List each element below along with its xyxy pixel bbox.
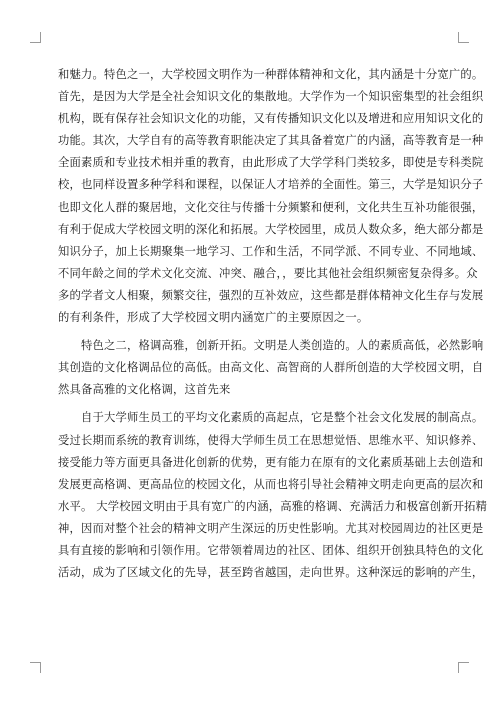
text-line: 发展更高格调、更高品位的校园文化，从而也将引导社会精神文明走向更高的层次和 <box>58 477 484 491</box>
text-line: 功能。其次，大学自有的高等教育职能决定了其具备着宽广的内涵，高等教育是一种 <box>58 134 484 148</box>
crop-mark-top-left <box>30 32 41 43</box>
text-line: 和魅力。特色之一，大学校园文明作为一种群体精神和文化，其内涵是十分宽广的。 <box>58 68 484 81</box>
text-line: 特色之二，格调高雅，创新开拓。文明是人类创造的。人的素质高低，必然影响 <box>81 339 484 353</box>
paragraph-1 <box>58 64 484 329</box>
text-line: 其创造的文化格调品位的高低。由高文化、高智商的人群所创造的大学校园文明，自 <box>58 361 484 375</box>
text-line: 的有利条件，形成了大学校园文明内涵宽广的主要原因之一。 <box>58 311 369 325</box>
text-line: 校，也同样设置多种学科和课程，以保证人才培养的全面性。第三，大学是知识分子 <box>58 178 484 192</box>
crop-mark-top-right <box>458 32 469 43</box>
text-line: 机构，既有保存社会知识文化的功能，又有传播知识文化以及增进和应用知识文化的 <box>58 112 484 126</box>
text-line: 有利于促成大学校园文明的深化和拓展。大学校园里，成员人数众多，绝大部分都是 <box>58 222 484 236</box>
text-line: 知识分子，加上长期聚集一地学习、工作和生活，不同学派、不同专业、不同地域、 <box>58 244 484 258</box>
text-line: 不同年龄之间的学术文化交流、冲突、融合，，要比其他社会组织频密复杂得多。众 <box>58 266 478 280</box>
crop-mark-bottom-right <box>458 662 469 673</box>
text-line: 自于大学师生员工的平均文化素质的高起点，它是整个社会文化发展的制高点。 <box>81 411 484 425</box>
text-line: 首先，是因为大学是全社会知识文化的集散地。大学作为一个知识密集型的社会组织 <box>58 90 484 104</box>
text-line: 活动，成为了区域文化的先导，甚至跨省越国，走向世界。这种深远的影响的产生， <box>58 566 484 580</box>
text-line: 接受能力等方面更具备进化创新的优势，更有能力在原有的文化素质基础上去创造和 <box>58 455 484 469</box>
paragraph-3 <box>58 407 488 584</box>
text-line: 具有直接的影响和引领作用。它带领着周边的社区、团体、组织开创独具特色的文化 <box>58 543 484 557</box>
text-line: 神，因而对整个社会的精神文明产生深远的历史性影响。尤其对校园周边的社区更是 <box>58 521 484 535</box>
text-line: 全面素质和专业技术相并重的教育，由此形成了大学学科门类较多，即使是专科类院 <box>58 156 484 170</box>
text-line: 多的学者文人相聚，频繁交往，强烈的互补效应，这些都是群体精神文化生存与发展 <box>58 288 484 302</box>
crop-mark-bottom-left <box>30 662 41 673</box>
text-line: 然具备高雅的文化格调，这首先来 <box>58 383 231 397</box>
text-line: 水平。 大学校园文明由于具有宽广的内涵，高雅的格调、充满活力和极富创新开拓精 <box>58 499 488 513</box>
document-body <box>58 64 488 584</box>
text-line: 受过长期而系统的教育训练，使得大学师生员工在思想觉悟、思维水平、知识修养、 <box>58 433 484 447</box>
paragraph-2 <box>58 335 484 401</box>
text-line: 也即文化人群的聚居地，文化交往与传播十分频繁和便利，文化共生互补功能很强， <box>58 200 484 214</box>
